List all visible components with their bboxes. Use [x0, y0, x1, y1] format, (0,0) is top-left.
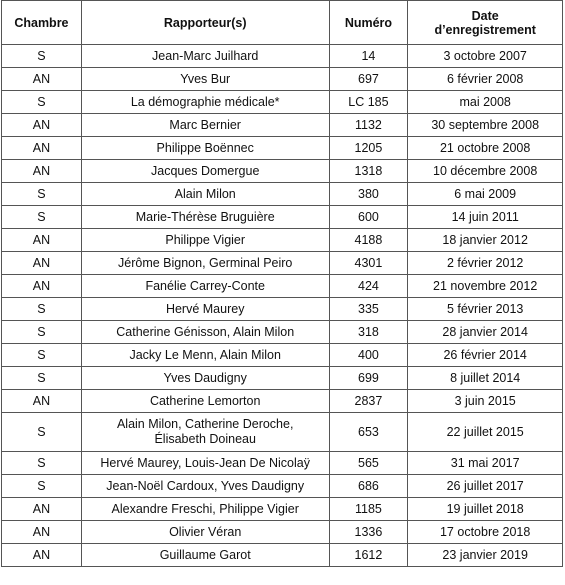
cell-rapporteurs: Catherine Lemorton: [81, 390, 329, 413]
table-row: [2, 521, 563, 544]
table-body: [2, 45, 563, 567]
cell-numero: 4301: [329, 252, 408, 275]
cell-rapporteurs: Jérôme Bignon, Germinal Peiro: [81, 252, 329, 275]
cell-rapporteurs: Marie-Thérèse Bruguière: [81, 206, 329, 229]
cell-date: mai 2008: [408, 91, 563, 114]
cell-rapporteurs: Jean-Noël Cardoux, Yves Daudigny: [81, 475, 329, 498]
cell-date: 28 janvier 2014: [408, 321, 563, 344]
cell-rapporteurs: Jacques Domergue: [81, 160, 329, 183]
header-date-line1: Date: [471, 8, 499, 23]
cell-numero: 1318: [329, 160, 408, 183]
cell-numero: 1205: [329, 137, 408, 160]
cell-date: 6 mai 2009: [408, 183, 563, 206]
cell-chambre: S: [2, 45, 82, 68]
cell-rapporteurs: Alain Milon: [81, 183, 329, 206]
cell-numero: 1132: [329, 114, 408, 137]
cell-numero: 4188: [329, 229, 408, 252]
table-row: [2, 344, 563, 367]
table-row: [2, 390, 563, 413]
cell-date: 21 novembre 2012: [408, 275, 563, 298]
cell-numero: 424: [329, 275, 408, 298]
cell-numero: 380: [329, 183, 408, 206]
cell-date: 8 juillet 2014: [408, 367, 563, 390]
cell-rapporteurs: Alain Milon, Catherine Deroche, Élisabeth Doineau: [81, 413, 329, 452]
cell-rapporteurs: Jacky Le Menn, Alain Milon: [81, 344, 329, 367]
cell-date: 3 juin 2015: [408, 390, 563, 413]
cell-date: 14 juin 2011: [408, 206, 563, 229]
table-row: [2, 206, 563, 229]
cell-date: 6 février 2008: [408, 68, 563, 91]
cell-date: 3 octobre 2007: [408, 45, 563, 68]
table-row: [2, 91, 563, 114]
header-date-line2: d’enregistrement: [434, 22, 536, 37]
table-row: [2, 498, 563, 521]
cell-numero: LC 185: [329, 91, 408, 114]
cell-chambre: S: [2, 413, 82, 452]
cell-numero: 565: [329, 452, 408, 475]
cell-date: 18 janvier 2012: [408, 229, 563, 252]
table-row: [2, 475, 563, 498]
cell-chambre: AN: [2, 275, 82, 298]
cell-numero: 686: [329, 475, 408, 498]
table-row: [2, 45, 563, 68]
cell-rapporteurs: Catherine Génisson, Alain Milon: [81, 321, 329, 344]
cell-chambre: S: [2, 183, 82, 206]
cell-chambre: S: [2, 298, 82, 321]
cell-numero: 697: [329, 68, 408, 91]
cell-rapporteurs: Hervé Maurey: [81, 298, 329, 321]
cell-numero: 2837: [329, 390, 408, 413]
table-row: [2, 452, 563, 475]
cell-rapporteurs: Fanélie Carrey-Conte: [81, 275, 329, 298]
cell-numero: 600: [329, 206, 408, 229]
cell-numero: 1612: [329, 544, 408, 567]
cell-numero: 400: [329, 344, 408, 367]
cell-date: 30 septembre 2008: [408, 114, 563, 137]
cell-chambre: S: [2, 206, 82, 229]
cell-rapporteurs: Yves Bur: [81, 68, 329, 91]
table-row: [2, 298, 563, 321]
cell-chambre: AN: [2, 544, 82, 567]
cell-date: 17 octobre 2018: [408, 521, 563, 544]
cell-date: 26 février 2014: [408, 344, 563, 367]
table-row: [2, 252, 563, 275]
header-rapporteurs: Rapporteur(s): [81, 1, 329, 45]
cell-date: 5 février 2013: [408, 298, 563, 321]
cell-chambre: AN: [2, 229, 82, 252]
cell-date: 10 décembre 2008: [408, 160, 563, 183]
cell-rapporteurs: La démographie médicale*: [81, 91, 329, 114]
cell-chambre: AN: [2, 521, 82, 544]
header-chambre: Chambre: [2, 1, 82, 45]
table-row: [2, 275, 563, 298]
table-row: [2, 229, 563, 252]
cell-rapporteurs: Marc Bernier: [81, 114, 329, 137]
cell-rapporteurs: Guillaume Garot: [81, 544, 329, 567]
cell-numero: 14: [329, 45, 408, 68]
header-row: [2, 1, 563, 45]
cell-numero: 1336: [329, 521, 408, 544]
cell-rapporteurs: Philippe Vigier: [81, 229, 329, 252]
table-row: [2, 68, 563, 91]
cell-chambre: S: [2, 91, 82, 114]
cell-rapporteurs: Alexandre Freschi, Philippe Vigier: [81, 498, 329, 521]
cell-numero: 699: [329, 367, 408, 390]
cell-chambre: AN: [2, 498, 82, 521]
cell-chambre: S: [2, 344, 82, 367]
cell-numero: 335: [329, 298, 408, 321]
cell-rapporteurs: Yves Daudigny: [81, 367, 329, 390]
cell-chambre: S: [2, 367, 82, 390]
cell-chambre: S: [2, 321, 82, 344]
cell-rapporteurs: Hervé Maurey, Louis-Jean De Nicolaÿ: [81, 452, 329, 475]
cell-chambre: AN: [2, 114, 82, 137]
cell-date: 23 janvier 2019: [408, 544, 563, 567]
cell-chambre: AN: [2, 137, 82, 160]
table-row: [2, 183, 563, 206]
cell-numero: 653: [329, 413, 408, 452]
cell-date: 22 juillet 2015: [408, 413, 563, 452]
table-row: [2, 367, 563, 390]
cell-rapporteurs: Olivier Véran: [81, 521, 329, 544]
cell-date: 21 octobre 2008: [408, 137, 563, 160]
cell-chambre: S: [2, 475, 82, 498]
table-row: [2, 544, 563, 567]
cell-rapporteurs: Philippe Boënnec: [81, 137, 329, 160]
cell-numero: 318: [329, 321, 408, 344]
cell-date: 2 février 2012: [408, 252, 563, 275]
reports-table: [1, 0, 563, 567]
cell-chambre: AN: [2, 390, 82, 413]
header-numero: Numéro: [329, 1, 408, 45]
table-row: [2, 160, 563, 183]
table-row: [2, 114, 563, 137]
cell-date: 26 juillet 2017: [408, 475, 563, 498]
cell-date: 31 mai 2017: [408, 452, 563, 475]
cell-chambre: AN: [2, 160, 82, 183]
cell-chambre: AN: [2, 68, 82, 91]
cell-rapporteurs: Jean-Marc Juilhard: [81, 45, 329, 68]
header-date: [408, 1, 563, 45]
cell-date: 19 juillet 2018: [408, 498, 563, 521]
cell-chambre: AN: [2, 252, 82, 275]
table-row: [2, 321, 563, 344]
table-row: [2, 137, 563, 160]
cell-chambre: S: [2, 452, 82, 475]
table-row: [2, 413, 563, 452]
cell-numero: 1185: [329, 498, 408, 521]
